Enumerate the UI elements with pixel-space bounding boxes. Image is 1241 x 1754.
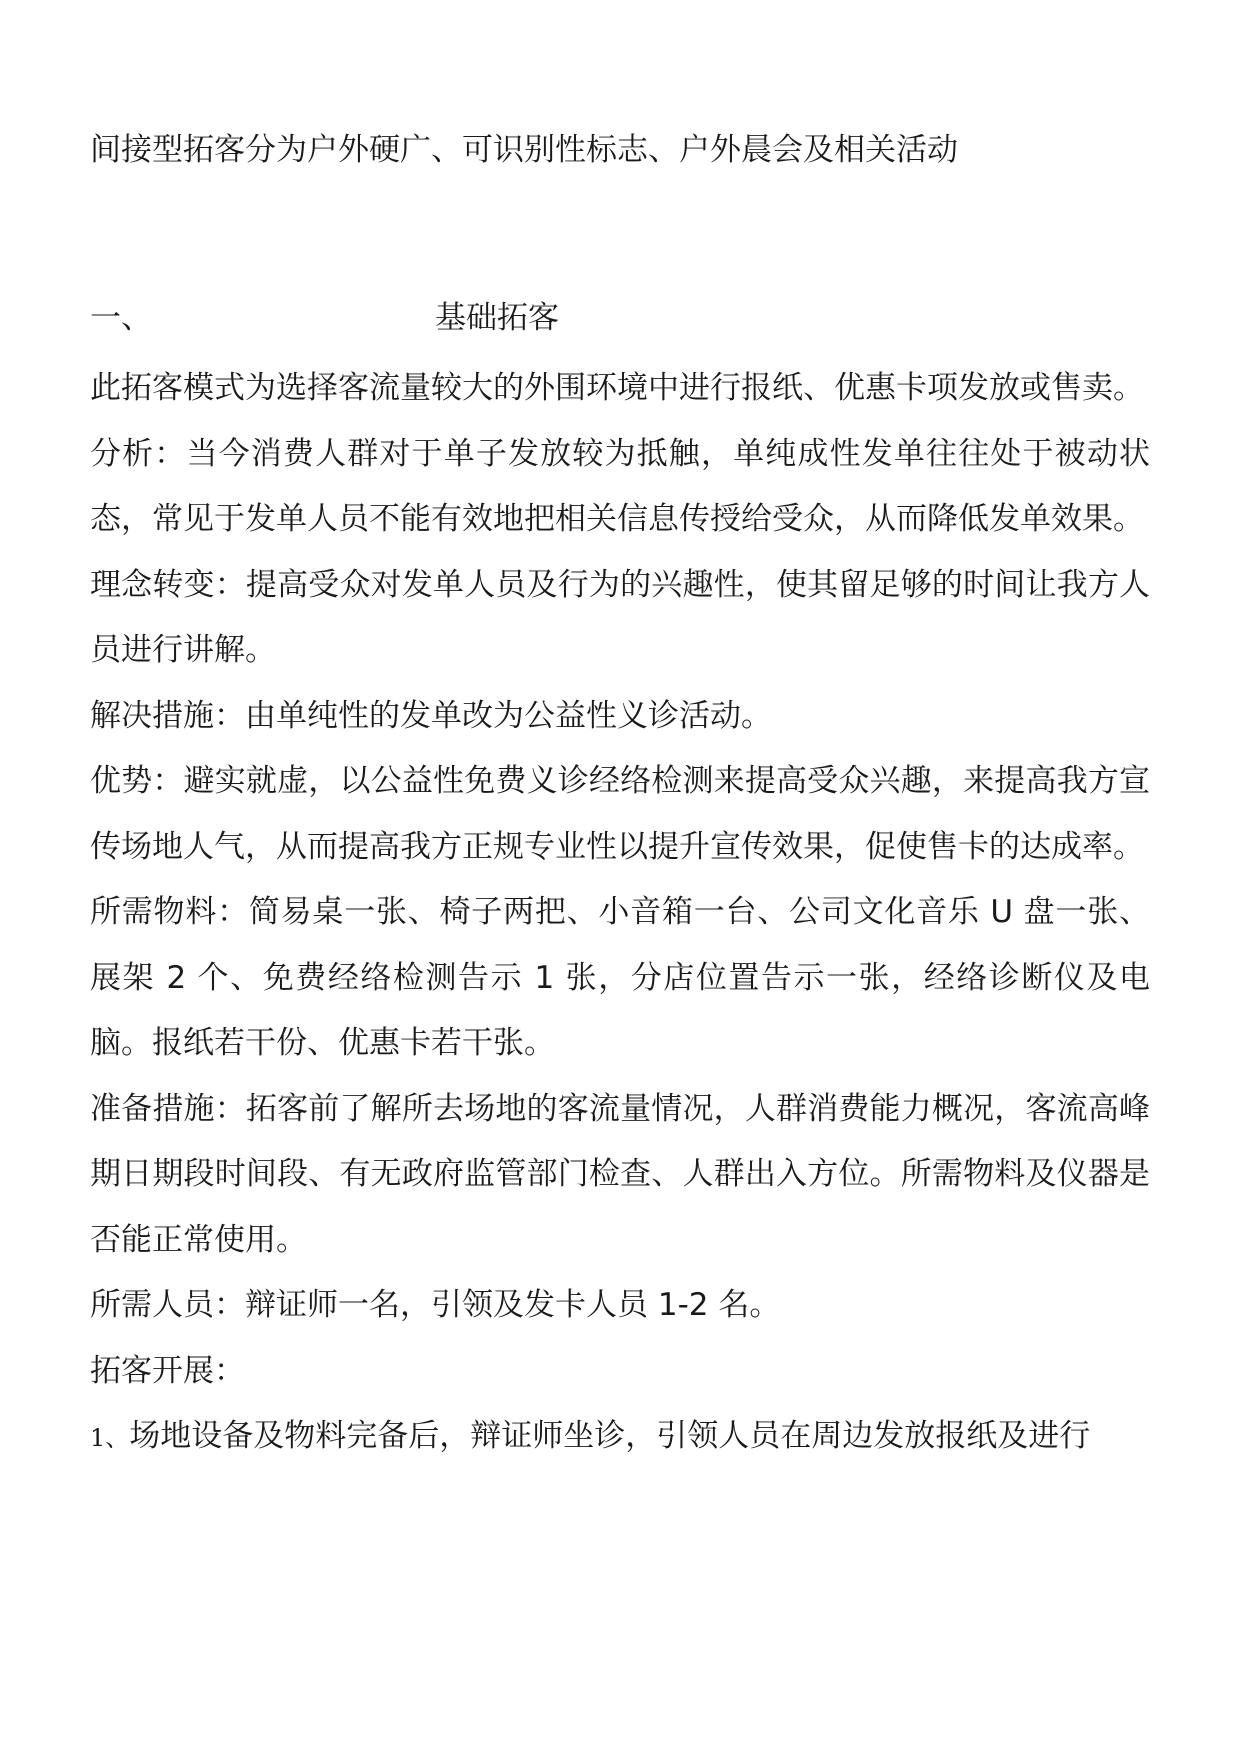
paragraph-analysis: 分析：当今消费人群对于单子发放较为抵触，单纯成性发单往往处于被动状态，常见于发单人员不能有效地把相关信息传授给受众，从而降低发单效果。 (90, 435, 1150, 537)
paragraph-personnel: 所需人员：辩证师一名，引领及发卡人员 1-2 名。 (90, 1287, 781, 1323)
list-item (90, 1404, 1150, 1472)
document-body (90, 356, 1150, 1472)
list-item-text: 场地设备及物料完备后，辩证师坐诊，引领人员在周边发放报纸及进行 (129, 1418, 1091, 1454)
section-title: 基础拓客 (435, 300, 559, 336)
list-item-number: 1、 (90, 1424, 130, 1452)
intro-line: 间接型拓客分为户外硬广、可识别性标志、户外晨会及相关活动 (90, 132, 958, 168)
paragraph-preparation: 准备措施：拓客前了解所去场地的客流量情况，人群消费能力概况，客流高峰期日期段时间段、有无政府监管部门检查、人群出入方位。所需物料及仪器是否能正常使用。 (90, 1090, 1150, 1258)
paragraph-materials: 所需物料：简易桌一张、椅子两把、小音箱一台、公司文化音乐 U 盘一张、展架 2 个、免费经络检测告示 1 张，分店位置告示一张，经络诊断仪及电脑。报纸若干份、优惠卡若干张。 (90, 894, 1150, 1061)
paragraph-advantage: 优势：避实就虚，以公益性免费义诊经络检测来提高受众兴趣，来提高我方宣传场地人气，从而提高我方正规专业性以提升宣传效果，促使售卡的达成率。 (90, 763, 1150, 865)
paragraph-mode: 此拓客模式为选择客流量较大的外围环境中进行报纸、优惠卡项发放或售卖。 (90, 370, 1144, 406)
paragraph-launch: 拓客开展： (90, 1352, 245, 1389)
section-heading (90, 296, 1150, 340)
paragraph-concept-shift: 理念转变：提高受众对发单人员及行为的兴趣性，使其留足够的时间让我方人员进行讲解。 (90, 566, 1150, 668)
paragraph-solution: 解决措施：由单纯性的发单改为公益性义诊活动。 (90, 697, 772, 734)
section-number: 一、 (90, 300, 152, 336)
